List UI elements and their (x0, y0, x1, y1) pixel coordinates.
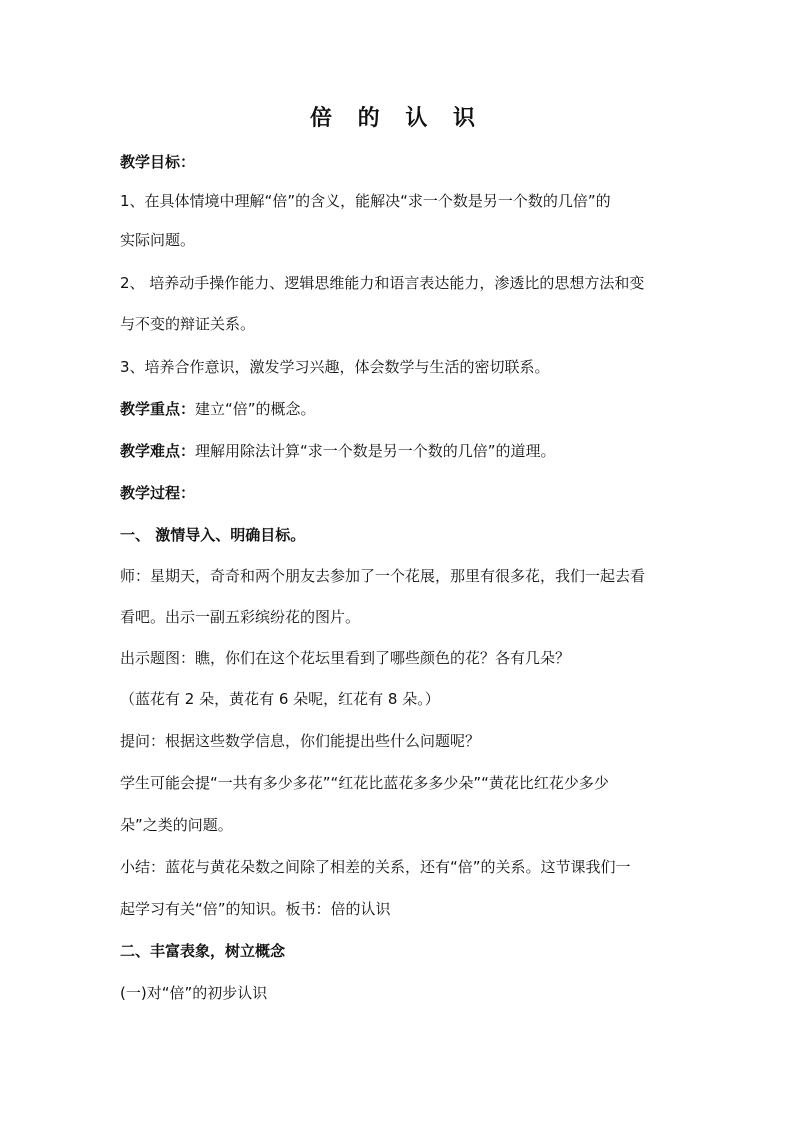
objective-1-line-1: 1、在具体情境中理解“倍”的含义，能解决“求一个数是另一个数的几倍”的 (120, 192, 611, 210)
summary-line-2: 起学习有关“倍”的知识。板书：倍的认识 (120, 900, 391, 918)
key-point-label: 教学重点： (120, 400, 196, 418)
section-2-heading: 二、丰富表象，树立概念 (120, 942, 286, 960)
summary-line-1: 小结：蓝花与黄花朵数之间除了相差的关系，还有“倍”的关系。这节课我们一 (120, 858, 631, 876)
teacher-line-2: 看吧。出示一副五彩缤纷花的图片。 (120, 608, 361, 626)
objective-1-line-2: 实际问题。 (120, 231, 196, 249)
teacher-line-1: 师：星期天，奇奇和两个朋友去参加了一个花展，那里有很多花，我们一起去看 (120, 567, 646, 585)
objectives-heading: 教学目标： (120, 153, 196, 171)
difficulty-label: 教学难点： (120, 442, 196, 460)
key-point-text: 建立“倍”的概念。 (195, 400, 316, 418)
students-line-1: 学生可能会提“一共有多少多花”“红花比蓝花多多少朵”“黄花比红花少多少 (120, 774, 609, 792)
students-line-2: 朵”之类的问题。 (120, 816, 233, 834)
ask: 提问：根据这些数学信息，你们能提出些什么问题呢？ (120, 732, 481, 750)
show-question: 出示题图：瞧，你们在这个花坛里看到了哪些颜色的花？各有几朵？ (120, 649, 571, 667)
section-1-heading: 一、 激情导入、明确目标。 (120, 526, 306, 544)
subsection-1: (一)对“倍”的初步认识 (120, 984, 268, 1002)
difficulty (120, 440, 680, 462)
answer: （蓝花有 2 朵，黄花有 6 朵呢，红花有 8 朵。） (120, 690, 440, 708)
objective-3: 3、培养合作意识，激发学习兴趣，体会数学与生活的密切联系。 (120, 358, 550, 376)
document-title: 倍 的 认 识 (310, 106, 484, 131)
objective-2-line-2: 与不变的辩证关系。 (120, 315, 256, 333)
process-heading: 教学过程： (120, 484, 196, 502)
objective-2-line-1: 2、 培养动手操作能力、逻辑思维能力和语言表达能力，渗透比的思想方法和变 (120, 274, 645, 292)
difficulty-text: 理解用除法计算“求一个数是另一个数的几倍”的道理。 (195, 442, 556, 460)
key-point (120, 398, 680, 420)
